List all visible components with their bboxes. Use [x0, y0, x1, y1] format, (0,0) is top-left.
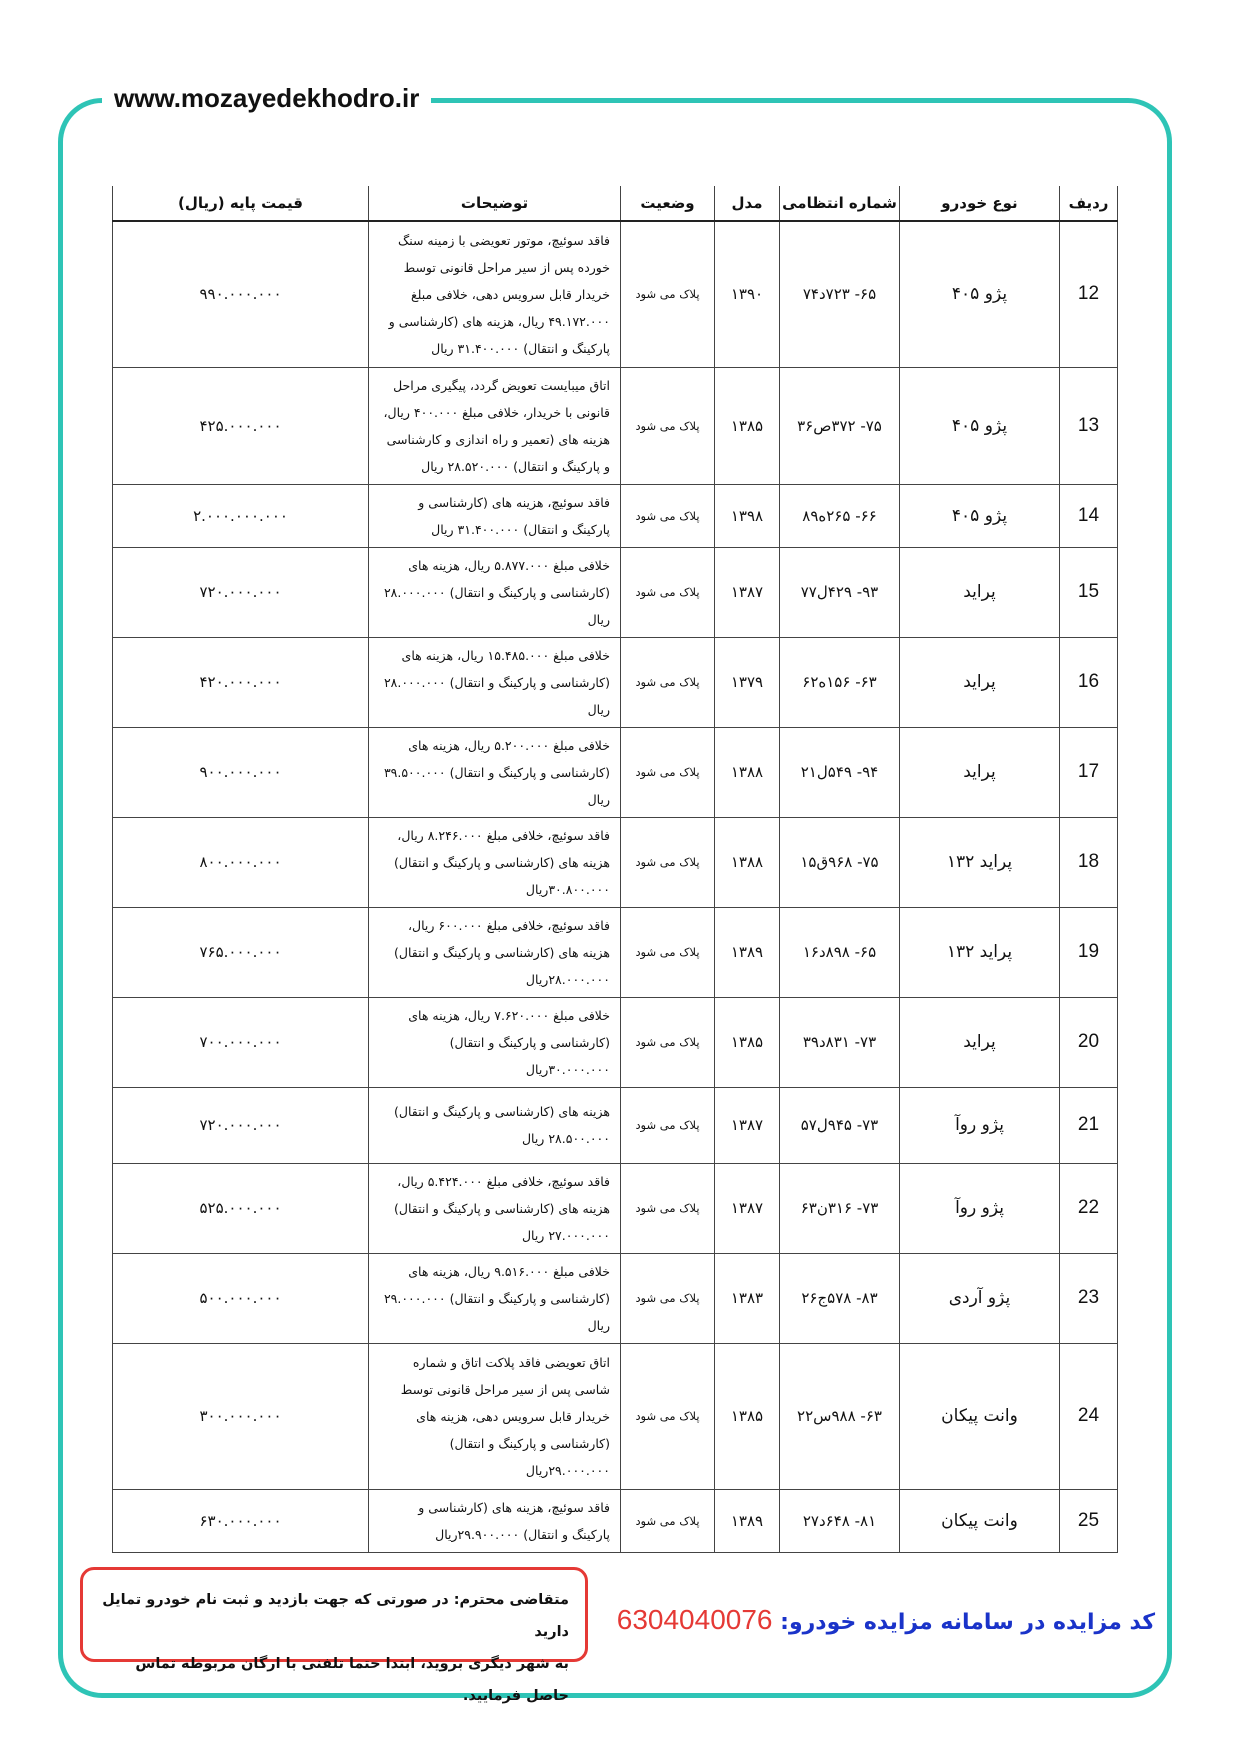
- cell-plate-number: ۹۴- ۵۴۹ل۲۱: [780, 727, 900, 817]
- auction-code-label: کد مزایده در سامانه مزایده خودرو:: [780, 1610, 1155, 1635]
- cell-description: هزینه های (کارشناسی و پارکینگ و انتقال) ۲۸.۵۰۰.۰۰۰ ریال: [369, 1087, 621, 1163]
- cell-plate-number: ۶۳- ۱۵۶ه۶۲: [780, 637, 900, 727]
- cell-status: پلاک می شود: [621, 907, 715, 997]
- cell-model: ۱۳۸۸: [715, 817, 780, 907]
- header-base-price: قیمت پایه (ریال): [113, 186, 369, 221]
- cell-status: پلاک می شود: [621, 1163, 715, 1253]
- cell-vehicle-type: پراید ۱۳۲: [900, 817, 1060, 907]
- cell-model: ۱۳۸۷: [715, 1163, 780, 1253]
- cell-plate-number: ۹۳- ۴۲۹ل۷۷: [780, 547, 900, 637]
- table-row: [113, 997, 1118, 1087]
- cell-model: ۱۳۸۷: [715, 1087, 780, 1163]
- cell-model: ۱۳۸۸: [715, 727, 780, 817]
- table-row: [113, 221, 1118, 367]
- cell-status: پلاک می شود: [621, 1253, 715, 1343]
- auction-code-number: 6304040076: [616, 1604, 773, 1635]
- table-row: [113, 547, 1118, 637]
- cell-plate-number: ۶۶- ۲۶۵ه۸۹: [780, 484, 900, 547]
- cell-base-price: ۷۲۰.۰۰۰.۰۰۰: [113, 1087, 369, 1163]
- auction-table: [112, 186, 1118, 1553]
- cell-status: پلاک می شود: [621, 1343, 715, 1489]
- cell-row-number: 25: [1060, 1489, 1118, 1552]
- cell-row-number: 20: [1060, 997, 1118, 1087]
- cell-base-price: ۸۰۰.۰۰۰.۰۰۰: [113, 817, 369, 907]
- cell-plate-number: ۶۵- ۷۲۳د۷۴: [780, 221, 900, 367]
- notice-line-2: به شهر دیگری بروید، ابتدا حتما تلفنی با ارگان مربوطه تماس حاصل فرمایید.: [135, 1656, 569, 1704]
- table-row: [113, 1163, 1118, 1253]
- cell-description: اتاق تعویضی فاقد پلاکت اتاق و شماره شاسی پس از سیر مراحل قانونی توسط خریدار قابل سرویس دهی، هزینه های (کارشناسی و پارکینگ و انتقال) ۲۹.۰۰۰.۰۰۰ریال: [369, 1343, 621, 1489]
- cell-vehicle-type: وانت پیکان: [900, 1343, 1060, 1489]
- cell-vehicle-type: پژو ۴۰۵: [900, 484, 1060, 547]
- cell-status: پلاک می شود: [621, 547, 715, 637]
- cell-base-price: ۹۰۰.۰۰۰.۰۰۰: [113, 727, 369, 817]
- cell-model: ۱۳۸۹: [715, 907, 780, 997]
- cell-model: ۱۳۹۸: [715, 484, 780, 547]
- cell-base-price: ۴۲۰.۰۰۰.۰۰۰: [113, 637, 369, 727]
- cell-base-price: ۹۹۰.۰۰۰.۰۰۰: [113, 221, 369, 367]
- cell-row-number: 16: [1060, 637, 1118, 727]
- cell-model: ۱۳۷۹: [715, 637, 780, 727]
- cell-model: ۱۳۹۰: [715, 221, 780, 367]
- cell-status: پلاک می شود: [621, 637, 715, 727]
- header-description: توضیحات: [369, 186, 621, 221]
- notice-box: [80, 1567, 588, 1704]
- cell-row-number: 21: [1060, 1087, 1118, 1163]
- table-row: [113, 1343, 1118, 1489]
- cell-model: ۱۳۸۵: [715, 367, 780, 484]
- cell-plate-number: ۸۳- ۵۷۸ج۲۶: [780, 1253, 900, 1343]
- header-row-number: ردیف: [1060, 186, 1118, 221]
- cell-model: ۱۳۸۳: [715, 1253, 780, 1343]
- cell-plate-number: ۷۳- ۹۴۵ل۵۷: [780, 1087, 900, 1163]
- cell-row-number: 15: [1060, 547, 1118, 637]
- cell-description: فاقد سوئیچ، خلافی مبلغ ۵.۴۲۴.۰۰۰ ریال، هزینه های (کارشناسی و پارکینگ و انتقال) ۲۷.۰۰۰.۰۰۰ ریال: [369, 1163, 621, 1253]
- notice-line-1: متقاضی محترم: در صورتی که جهت بازدید و ثبت نام خودرو تمایل دارید: [102, 1592, 569, 1640]
- cell-vehicle-type: پژو آردی: [900, 1253, 1060, 1343]
- cell-status: پلاک می شود: [621, 997, 715, 1087]
- cell-row-number: 23: [1060, 1253, 1118, 1343]
- cell-model: ۱۳۸۹: [715, 1489, 780, 1552]
- site-url[interactable]: www.mozayedekhodro.ir: [102, 80, 431, 116]
- cell-description: خلافی مبلغ ۵.۸۷۷.۰۰۰ ریال، هزینه های (کارشناسی و پارکینگ و انتقال) ۲۸.۰۰۰.۰۰۰ ریال: [369, 547, 621, 637]
- table-row: [113, 727, 1118, 817]
- cell-description: فاقد سوئیچ، موتور تعویضی با زمینه سنگ خورده پس از سیر مراحل قانونی توسط خریدار قابل سرویس دهی، خلافی مبلغ ۴۹.۱۷۲.۰۰۰ ریال، هزینه های (کارشناسی و پارکینگ و انتقال) ۳۱.۴۰۰.۰۰۰ ریال: [369, 221, 621, 367]
- auction-code: [616, 1604, 1155, 1636]
- cell-base-price: ۵۰۰.۰۰۰.۰۰۰: [113, 1253, 369, 1343]
- cell-vehicle-type: پژو روآ: [900, 1087, 1060, 1163]
- cell-row-number: 19: [1060, 907, 1118, 997]
- cell-base-price: ۷۲۰.۰۰۰.۰۰۰: [113, 547, 369, 637]
- cell-model: ۱۳۸۵: [715, 1343, 780, 1489]
- cell-description: فاقد سوئیچ، هزینه های (کارشناسی و پارکینگ و انتقال) ۳۱.۴۰۰.۰۰۰ ریال: [369, 484, 621, 547]
- cell-status: پلاک می شود: [621, 367, 715, 484]
- table-row: [113, 907, 1118, 997]
- table-row: [113, 1087, 1118, 1163]
- table-row: [113, 1253, 1118, 1343]
- cell-vehicle-type: وانت پیکان: [900, 1489, 1060, 1552]
- cell-description: اتاق میبایست تعویض گردد، پیگیری مراحل قانونی با خریدار، خلافی مبلغ ۴۰۰.۰۰۰ ریال، هزینه های (تعمیر و راه اندازی و کارشناسی و پارکینگ و انتقال) ۲۸.۵۲۰.۰۰۰ ریال: [369, 367, 621, 484]
- cell-row-number: 22: [1060, 1163, 1118, 1253]
- cell-base-price: ۷۶۵.۰۰۰.۰۰۰: [113, 907, 369, 997]
- table-row: [113, 637, 1118, 727]
- cell-row-number: 14: [1060, 484, 1118, 547]
- cell-description: خلافی مبلغ ۵.۲۰۰.۰۰۰ ریال، هزینه های (کارشناسی و پارکینگ و انتقال) ۳۹.۵۰۰.۰۰۰ ریال: [369, 727, 621, 817]
- cell-description: خلافی مبلغ ۱۵.۴۸۵.۰۰۰ ریال، هزینه های (کارشناسی و پارکینگ و انتقال) ۲۸.۰۰۰.۰۰۰ ریال: [369, 637, 621, 727]
- cell-status: پلاک می شود: [621, 1489, 715, 1552]
- table-row: [113, 817, 1118, 907]
- cell-description: فاقد سوئیچ، هزینه های (کارشناسی و پارکینگ و انتقال) ۲۹.۹۰۰.۰۰۰ریال: [369, 1489, 621, 1552]
- cell-base-price: ۲.۰۰۰.۰۰۰.۰۰۰: [113, 484, 369, 547]
- cell-plate-number: ۷۳- ۸۳۱د۳۹: [780, 997, 900, 1087]
- cell-base-price: ۵۲۵.۰۰۰.۰۰۰: [113, 1163, 369, 1253]
- cell-row-number: 24: [1060, 1343, 1118, 1489]
- cell-vehicle-type: پراید: [900, 727, 1060, 817]
- cell-base-price: ۶۳۰.۰۰۰.۰۰۰: [113, 1489, 369, 1552]
- cell-vehicle-type: پراید: [900, 547, 1060, 637]
- cell-description: فاقد سوئیچ، خلافی مبلغ ۶۰۰.۰۰۰ ریال، هزینه های (کارشناسی و پارکینگ و انتقال) ۲۸.۰۰۰.۰۰۰ریال: [369, 907, 621, 997]
- cell-description: خلافی مبلغ ۷.۶۲۰.۰۰۰ ریال، هزینه های (کارشناسی و پارکینگ و انتقال) ۳۰.۰۰۰.۰۰۰ریال: [369, 997, 621, 1087]
- cell-vehicle-type: پژو روآ: [900, 1163, 1060, 1253]
- header-model: مدل: [715, 186, 780, 221]
- cell-row-number: 17: [1060, 727, 1118, 817]
- cell-base-price: ۷۰۰.۰۰۰.۰۰۰: [113, 997, 369, 1087]
- cell-vehicle-type: پژو ۴۰۵: [900, 221, 1060, 367]
- cell-status: پلاک می شود: [621, 221, 715, 367]
- table-row: [113, 484, 1118, 547]
- cell-row-number: 12: [1060, 221, 1118, 367]
- cell-row-number: 18: [1060, 817, 1118, 907]
- cell-base-price: ۳۰۰.۰۰۰.۰۰۰: [113, 1343, 369, 1489]
- table-header-row: [113, 186, 1118, 221]
- cell-model: ۱۳۸۷: [715, 547, 780, 637]
- cell-status: پلاک می شود: [621, 817, 715, 907]
- cell-status: پلاک می شود: [621, 727, 715, 817]
- header-vehicle-type: نوع خودرو: [900, 186, 1060, 221]
- cell-plate-number: ۷۵- ۳۷۲ص۳۶: [780, 367, 900, 484]
- header-status: وضعیت: [621, 186, 715, 221]
- cell-plate-number: ۶۳- ۹۸۸س۲۲: [780, 1343, 900, 1489]
- cell-plate-number: ۷۵- ۹۶۸ق۱۵: [780, 817, 900, 907]
- cell-description: خلافی مبلغ ۹.۵۱۶.۰۰۰ ریال، هزینه های (کارشناسی و پارکینگ و انتقال) ۲۹.۰۰۰.۰۰۰ ریال: [369, 1253, 621, 1343]
- cell-plate-number: ۸۱- ۶۴۸د۲۷: [780, 1489, 900, 1552]
- cell-plate-number: ۷۳- ۳۱۶ن۶۳: [780, 1163, 900, 1253]
- cell-base-price: ۴۲۵.۰۰۰.۰۰۰: [113, 367, 369, 484]
- table-row: [113, 1489, 1118, 1552]
- cell-vehicle-type: پراید: [900, 637, 1060, 727]
- cell-status: پلاک می شود: [621, 484, 715, 547]
- cell-vehicle-type: پژو ۴۰۵: [900, 367, 1060, 484]
- cell-vehicle-type: پراید ۱۳۲: [900, 907, 1060, 997]
- cell-description: فاقد سوئیچ، خلافی مبلغ ۸.۲۴۶.۰۰۰ ریال، هزینه های (کارشناسی و پارکینگ و انتقال) ۳۰.۸۰۰.۰۰۰ریال: [369, 817, 621, 907]
- cell-status: پلاک می شود: [621, 1087, 715, 1163]
- cell-row-number: 13: [1060, 367, 1118, 484]
- header-plate-number: شماره انتظامی: [780, 186, 900, 221]
- cell-model: ۱۳۸۵: [715, 997, 780, 1087]
- cell-plate-number: ۶۵- ۸۹۸د۱۶: [780, 907, 900, 997]
- table-row: [113, 367, 1118, 484]
- cell-vehicle-type: پراید: [900, 997, 1060, 1087]
